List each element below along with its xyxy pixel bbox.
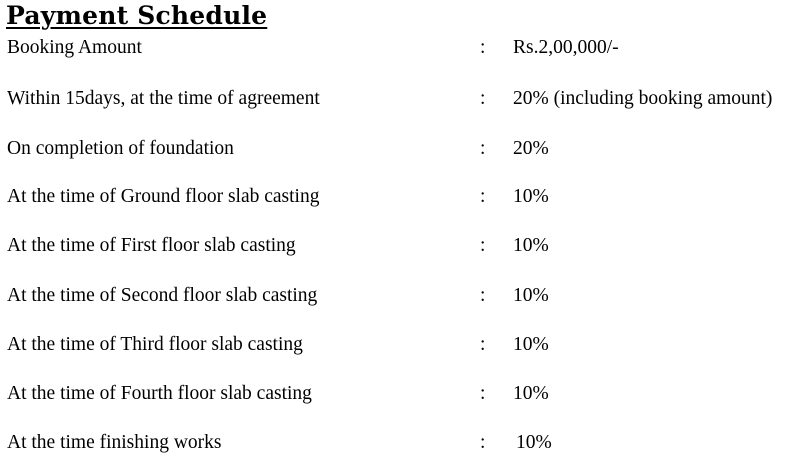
- schedule-row-fourth-floor: [0, 381, 800, 407]
- row-separator: :: [480, 285, 486, 306]
- row-label: At the time of Ground floor slab casting: [7, 186, 320, 207]
- row-value: 20%: [513, 138, 549, 159]
- row-label: Booking Amount: [7, 37, 142, 58]
- row-separator: :: [480, 235, 486, 256]
- schedule-row-first-floor: [0, 233, 800, 259]
- row-label: At the time of Fourth floor slab casting: [7, 383, 312, 404]
- row-separator: :: [480, 334, 486, 355]
- row-separator: :: [480, 37, 486, 58]
- row-value: 10%: [513, 186, 549, 207]
- row-separator: :: [480, 383, 486, 404]
- row-value: Rs.2,00,000/-: [513, 37, 619, 58]
- row-value: 10%: [516, 432, 552, 453]
- row-value: 10%: [513, 285, 549, 306]
- row-separator: :: [480, 432, 486, 453]
- row-value: 20% (including booking amount): [513, 88, 773, 109]
- schedule-row-third-floor: [0, 332, 800, 358]
- row-label: At the time of First floor slab casting: [7, 235, 296, 256]
- schedule-row-booking-amount: [0, 35, 800, 61]
- row-value: 10%: [513, 334, 549, 355]
- schedule-row-ground-floor: [0, 184, 800, 210]
- row-label: At the time of Second floor slab casting: [7, 285, 318, 306]
- row-value: 10%: [513, 235, 549, 256]
- row-separator: :: [480, 186, 486, 207]
- schedule-row-finishing-works: [0, 430, 800, 456]
- row-separator: :: [480, 138, 486, 159]
- page-title: Payment Schedule: [6, 1, 268, 30]
- row-label: On completion of foundation: [7, 138, 234, 159]
- row-separator: :: [480, 88, 486, 109]
- schedule-row-agreement: [0, 86, 800, 112]
- schedule-row-second-floor: [0, 283, 800, 309]
- row-label: At the time of Third floor slab casting: [7, 334, 303, 355]
- row-label: Within 15days, at the time of agreement: [7, 88, 320, 109]
- row-value: 10%: [513, 383, 549, 404]
- schedule-row-foundation: [0, 136, 800, 162]
- row-label: At the time finishing works: [7, 432, 222, 453]
